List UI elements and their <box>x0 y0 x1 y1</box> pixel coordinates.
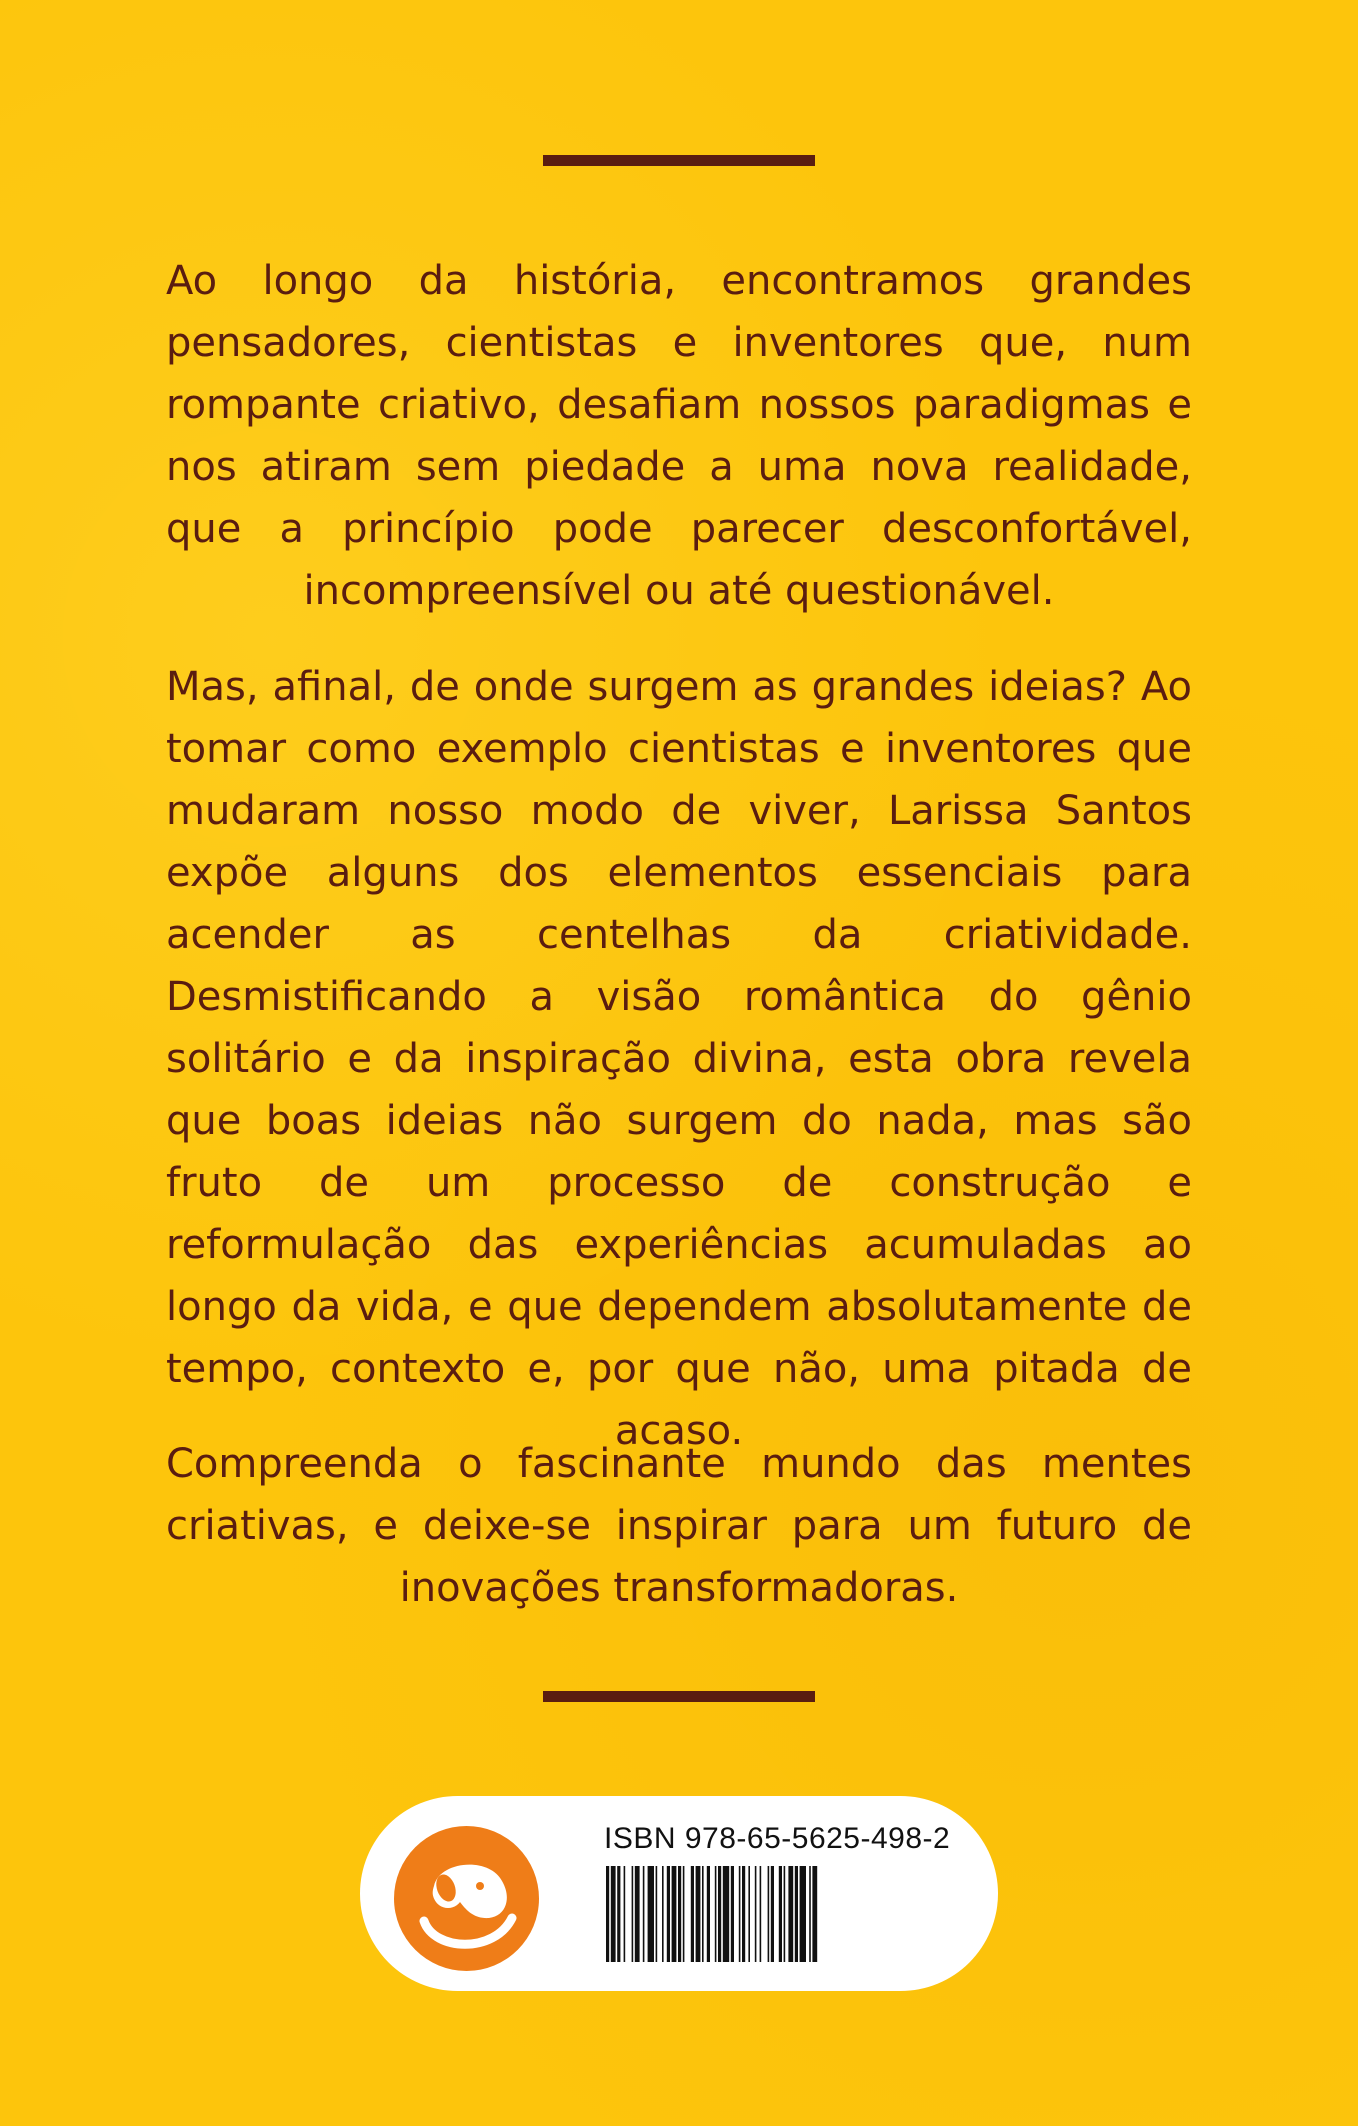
dog-head-icon <box>394 1826 539 1971</box>
synopsis-paragraph-3: Compreenda o fascinante mundo das mentes criativas, e deixe-se inspirar para um futuro de inovações transformadoras. <box>166 1441 1192 1611</box>
bottom-divider <box>543 1691 815 1702</box>
synopsis-paragraph-2: Mas, afinal, de onde surgem as grandes ideias? Ao tomar como exemplo cientistas e inventores que mudaram nosso modo de viver, Larissa Santos expõe alguns dos elementos essenciais para acender as centelhas da criatividade. Desmistificando a visão romântica do gênio solitário e da inspiração divina, esta obra revela que boas ideias não surgem do nada, mas são fruto de um processo de construção e reformulação das experiências acumuladas ao longo da vida, e que dependem absolutamente de tempo, contexto e, por que não, uma pitada de acaso. <box>166 664 1192 1454</box>
synopsis-paragraph-1: Ao longo da história, encontramos grandes pensadores, cientistas e inventores que, num rompante criativo, desafiam nossos paradigmas e nos atiram sem piedade a uma nova realidade, que a princípio pode parecer desconfortável, incompreensível ou até questionável. <box>166 258 1192 614</box>
barcode <box>606 1866 900 1962</box>
top-divider <box>543 155 815 166</box>
isbn-number: ISBN 978-65-5625-498-2 <box>604 1822 951 1855</box>
